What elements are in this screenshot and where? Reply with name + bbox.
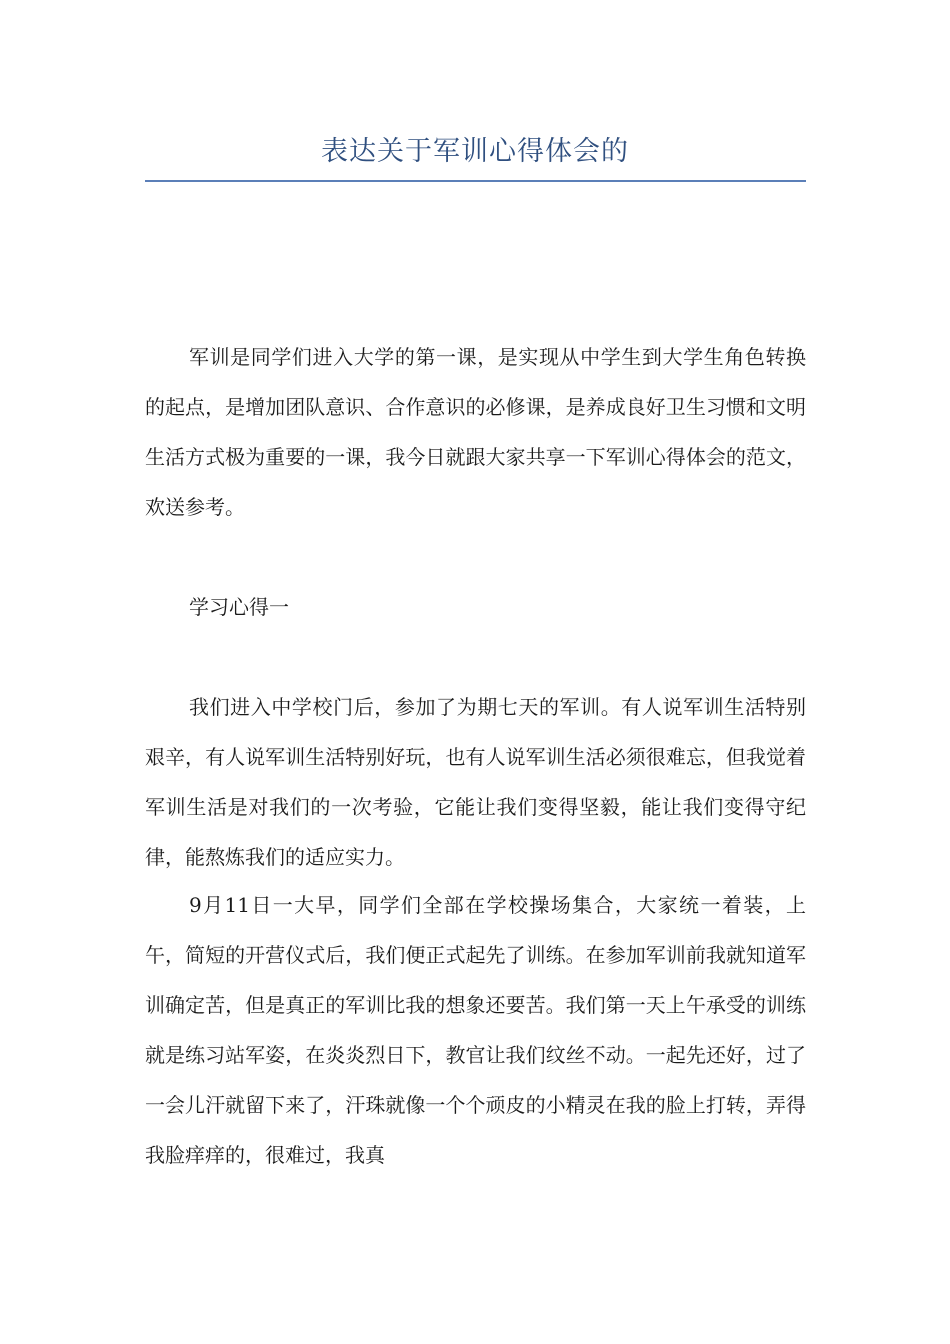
body-paragraph-2: 9月11日一大早，同学们全部在学校操场集合，大家统一着装，上午，简短的开营仪式后，我们便正式起先了训练。在参加军训前我就知道军训确定苦，但是真正的军训比我的想象还要苦。我们第一天上午承受的训练就是练习站军姿，在炎炎烈日下，教官让我们纹丝不动。一起先还好，过了一会儿汗就留下来了，汗珠就像一个个顽皮的小精灵在我的脸上打转，弄得我脸痒痒的，很难过，我真 xyxy=(145,893,806,1167)
section-heading: 学习心得一 xyxy=(189,595,289,619)
intro-paragraph: 军训是同学们进入大学的第一课，是实现从中学生到大学生角色转换的起点，是增加团队意识、合作意识的必修课，是养成良好卫生习惯和文明生活方式极为重要的一课，我今日就跟大家共享一下军训心得体会的范文，欢送参考。 xyxy=(145,345,806,519)
body-paragraph-1: 我们进入中学校门后，参加了为期七天的军训。有人说军训生活特别艰辛，有人说军训生活特别好玩，也有人说军训生活必须很难忘，但我觉着军训生活是对我们的一次考验，它能让我们变得坚毅，能让我们变得守纪律，能熬炼我们的适应实力。 xyxy=(145,695,806,869)
document-title: 表达关于军训心得体会的 xyxy=(321,136,629,167)
title-underline xyxy=(145,180,806,182)
